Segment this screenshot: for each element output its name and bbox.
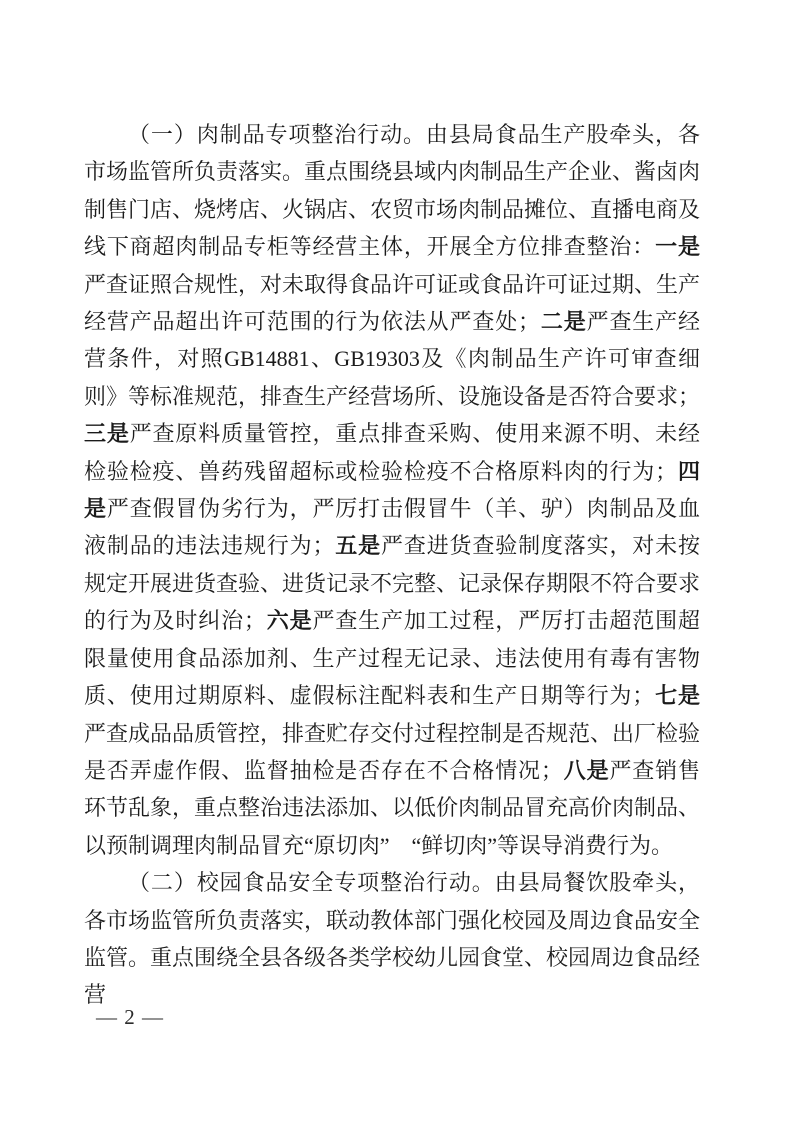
text-segment: 严查进货查验制度落实，对未按规定开展进货查验、进货记录不完整、记录保存期限不符合要求的行为及时纠治；: [84, 533, 701, 634]
text-segment: 严查成品品质管控，排查贮存交付过程控制是否规范、出厂检验是否弄虚作假、监督抽检是否存在不合格情况；: [84, 720, 701, 783]
emphasis-marker: 一是: [655, 234, 700, 260]
emphasis-marker: 三是: [84, 421, 130, 447]
section-heading: （一）肉制品专项整治行动。: [128, 122, 426, 147]
emphasis-marker: 二是: [540, 309, 587, 335]
text-segment: 严查销售环节乱象，重点整治违法添加、以低价肉制品冒充高价肉制品、以预制调理肉制品冒充“原切肉” “鲜切肉”等误导消费行为。: [84, 757, 701, 858]
emphasis-marker: 五是: [334, 533, 381, 559]
text-segment: 严查生产经营条件，对照GB14881、GB19303及《肉制品生产许可审查细则》等标准规范，排查生产经营场所、设施设备是否符合要求；: [84, 309, 701, 409]
document-body: [84, 116, 700, 1014]
page-number: — 2 —: [96, 1005, 164, 1029]
text-segment: 严查证照合规性，对未取得食品许可证或食品许可证过期、生产经营产品超出许可范围的行为依法从严查处；: [84, 271, 701, 335]
emphasis-marker: 七是: [654, 683, 700, 709]
text-segment: 由县局餐饮股牵头，各市场监管所负责落实，联动教体部门强化校园及周边食品安全监管。重点围绕全县各级各类学校幼儿园食堂、校园周边食品经营: [84, 870, 701, 1008]
text-segment: 严查生产加工过程，严厉打击超范围超限量使用食品添加剂、生产过程无记录、违法使用有毒有害物质、使用过期原料、虚假标注配料表和生产日期等行为；: [84, 608, 700, 709]
text-segment: 由县局食品生产股牵头，各市场监管所负责落实。重点围绕县域内肉制品生产企业、酱卤肉制售门店、烧烤店、火锅店、农贸市场肉制品摊位、直播电商及线下商超肉制品专柜等经营主体，开展全方位排查整治：: [84, 122, 701, 260]
text-segment: 严查假冒伪劣行为，严厉打击假冒牛（羊、驴）肉制品及血液制品的违法违规行为；: [84, 496, 700, 559]
page-footer: [96, 1004, 164, 1030]
emphasis-marker: 六是: [265, 608, 313, 634]
emphasis-marker: 四是: [84, 458, 700, 522]
text-segment: 严查原料质量管控，重点排查采购、使用来源不明、未经检验检疫、兽药残留超标或检验检疫不合格原料肉的行为；: [84, 421, 700, 484]
para-meat-product-action: [84, 116, 700, 864]
para-campus-food-safety-action: [84, 864, 700, 1014]
section-heading: （二）校园食品安全专项整治行动。: [128, 870, 495, 896]
emphasis-marker: 八是: [562, 757, 610, 783]
